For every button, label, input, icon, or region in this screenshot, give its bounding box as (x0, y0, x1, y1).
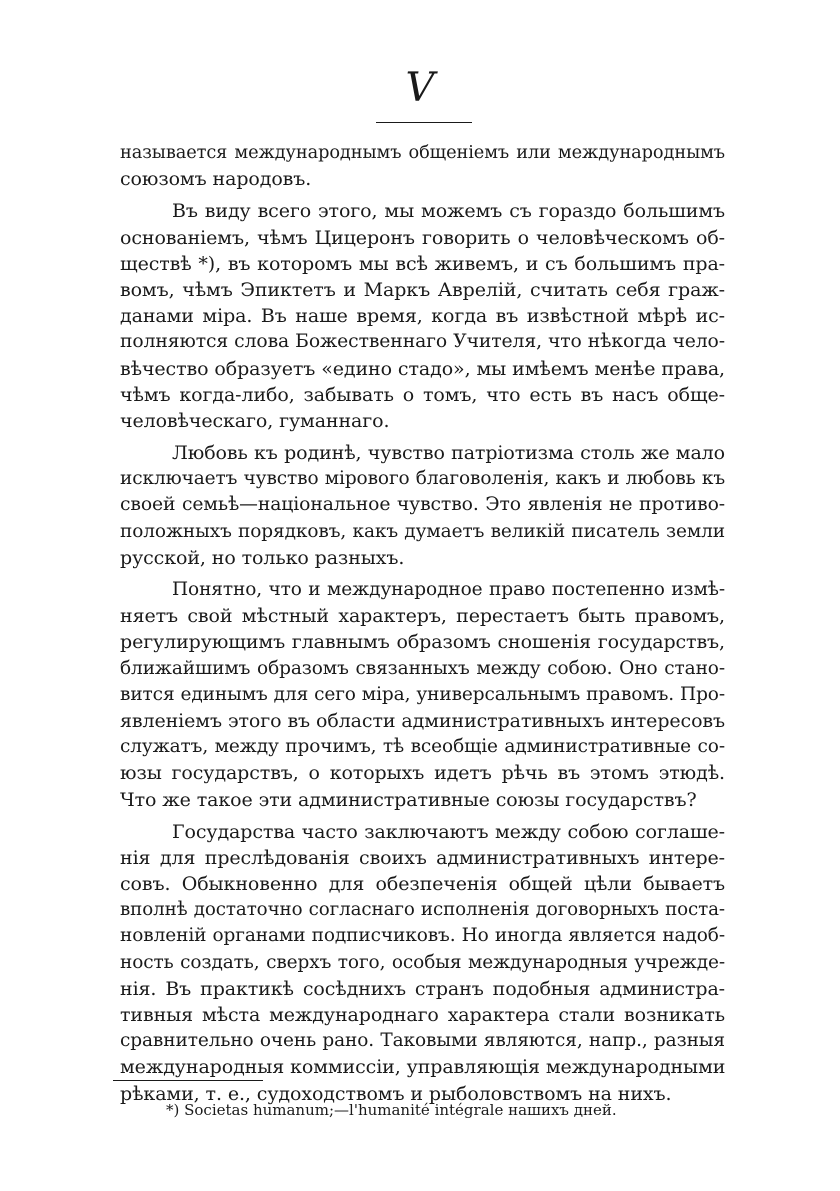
text-line: Государства часто заключаютъ между собою соглаше- (172, 820, 725, 843)
text-line: совъ. Обыкновенно для обезпеченія общей цѣли бываетъ (120, 873, 725, 896)
text-line: своей семьѣ—національное чувство. Это явленія не противо- (120, 494, 725, 516)
paragraph-1 (120, 140, 725, 192)
paragraph-5 (120, 819, 725, 1107)
text-line: юзы государствъ, о которыхъ идетъ рѣчь въ этомъ этюдѣ. (120, 762, 725, 785)
text-line: союзомъ народовъ. (120, 168, 312, 191)
text-line: исключаетъ чувство мірового благоволенія, какъ и любовь къ (120, 468, 725, 490)
paragraph-4 (120, 577, 725, 813)
text-line: ность создать, сверхъ того, особыя международныя учрежде- (120, 951, 725, 973)
text-line: явленіемъ этого въ области административныхъ интересовъ (120, 709, 725, 732)
text-line: Любовь къ родинѣ, чувство патріотизма столь же мало (172, 442, 725, 465)
text-line: вомъ, чѣмъ Эпиктетъ и Маркъ Аврелій, считать себя граж- (120, 278, 725, 301)
text-line: служатъ, между прочимъ, тѣ всеобщіе административные со- (120, 736, 725, 758)
text-line: вится единымъ для сего міра, универсальнымъ правомъ. Про- (120, 683, 725, 705)
text-line: основаніемъ, чѣмъ Цицеронъ говорить о человѣческомъ об- (120, 226, 725, 249)
text-line: положныхъ порядковъ, какъ думаетъ великій писатель земли (120, 520, 725, 542)
text-line: Въ виду всего этого, мы можемъ съ гораздо большимъ (172, 200, 725, 223)
text-line: вѣчество образуетъ «едино стадо», мы имѣемъ менѣе права, (120, 357, 725, 380)
page-number: V (405, 65, 435, 111)
text-line: Понятно, что и международное право постепенно измѣ- (172, 579, 725, 600)
footnote: *) Societas humanum;—l'humanité intégrale нашихъ дней. (166, 1101, 617, 1119)
text-line: называется международнымъ общеніемъ или международнымъ (120, 143, 725, 163)
text-line: данами міра. Въ наше время, когда въ извѣстной мѣрѣ ис- (120, 305, 725, 328)
text-line: новленій органами подписчиковъ. Но иногда является надоб- (120, 925, 725, 947)
paragraph-2 (120, 198, 725, 434)
text-line: вполнѣ достаточно согласнаго исполненія договорныхъ поста- (120, 899, 725, 921)
text-line: человѣческаго, гуманнаго. (120, 409, 390, 432)
text-line: тивныя мѣста международнаго характера стали возникать (120, 1004, 725, 1026)
header-rule (376, 122, 472, 123)
text-line: Что же такое эти административные союзы государствъ? (120, 788, 697, 811)
text-line: международныя коммиссіи, управляющія международными (120, 1056, 726, 1079)
body-text (120, 140, 725, 1113)
text-line: ществѣ *), въ которомъ мы всѣ живемъ, и съ большимъ пра- (120, 252, 725, 275)
text-line: нія для преслѣдованія своихъ административныхъ интере- (120, 846, 725, 869)
text-line: русской, но только разныхъ. (120, 546, 405, 569)
text-line: чѣмъ когда-либо, забывать о томъ, что есть въ насъ обще- (120, 383, 725, 406)
text-line: нія. Въ практикѣ сосѣднихъ странъ подобныя администра- (120, 977, 725, 1000)
text-line: регулирующимъ главнымъ образомъ сношенія государствъ, (120, 631, 725, 654)
text-line: няетъ свой мѣстный характеръ, перестаетъ быть правомъ, (120, 605, 725, 628)
paragraph-3 (120, 440, 725, 571)
footnote-rule (113, 1080, 263, 1081)
text-line: сравнительно очень рано. Таковыми являются, напр., разныя (120, 1030, 725, 1052)
text-line: ближайшимъ образомъ связанныхъ между собою. Оно стано- (120, 657, 725, 679)
text-line: рѣками, т. е., судоходствомъ и рыболовствомъ на нихъ. (120, 1082, 672, 1105)
text-line: полняются слова Божественнаго Учителя, что нѣкогда чело- (120, 331, 725, 353)
